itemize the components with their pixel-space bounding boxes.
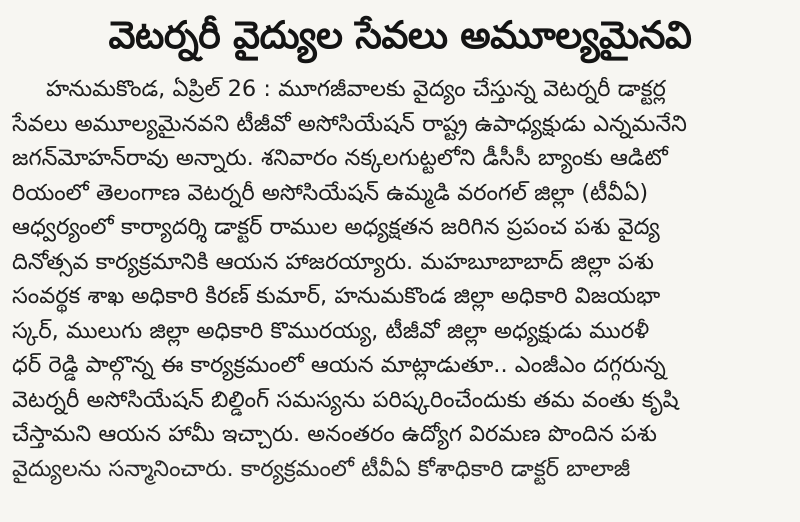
- article-line: సంవర్థక శాఖ అధికారి కిరణ్ కుమార్, హనుమకొండ జిల్లా అధికారి విజయభా: [12, 283, 661, 309]
- article-line: జగన్‌మోహన్‌రావు అన్నారు. శనివారం నక్కలగుట్టలోని డీసీసీ బ్యాంకు ఆడిటో: [12, 145, 668, 171]
- article-line: సేవలు అమూల్యమైనవని టీజీవో అసోసియేషన్ రాష్ట్ర ఉపాధ్యక్షుడు ఎన్నమనేని: [12, 110, 687, 137]
- article-headline: వెటర్నరీ వైద్యుల సేవలు అమూల్యమైనవి: [108, 13, 692, 57]
- article-line: దినోత్సవ కార్యక్రమానికి ఆయన హాజరయ్యారు. మహబూబాబాద్ జిల్లా పశు: [12, 248, 654, 275]
- article-line: ధర్ రెడ్డి పాల్గొన్న ఈ కార్యక్రమంలో ఆయన మాట్లాడుతూ.. ఎంజీఎం దగ్గరున్న: [12, 352, 666, 378]
- article-line-partial: వైద్యులను సన్మానించారు. కార్యక్రమంలో టీవీఏ కోశాధికారి డాక్టర్ బాలాజీ: [12, 455, 631, 482]
- article-line: స్కర్, ములుగు జిల్లా అధికారి కొమురయ్య, టీజీవో జిల్లా అధ్యక్షుడు మురళీ: [12, 317, 650, 344]
- article-line: ఆధ్వర్యంలో కార్యాదర్శి డాక్టర్ రాముల అధ్యక్షతన జరిగిన ప్రపంచ పశు వైద్య: [12, 214, 660, 240]
- article-line: హనుమకొండ, ఏప్రిల్ 26 : మూగజీవాలకు వైద్యం చేస్తున్న వెటర్నరీ డాక్టర్ల: [46, 76, 666, 102]
- article-line: రియంలో తెలంగాణ వెటర్నరీ అసోసియేషన్ ఉమ్మడి వరంగల్ జిల్లా (టీవీఏ): [12, 179, 649, 206]
- article-body: [12, 72, 800, 486]
- article-line: చేస్తామని ఆయన హామీ ఇచ్చారు. అనంతరం ఉద్యోగ విరమణ పొందిన పశు: [12, 421, 657, 447]
- article-line: వెటర్నరీ అసోసియేషన్ బిల్డింగ్ సమస్యను పరిష్కరించేందుకు తమ వంతు కృషి: [12, 386, 679, 413]
